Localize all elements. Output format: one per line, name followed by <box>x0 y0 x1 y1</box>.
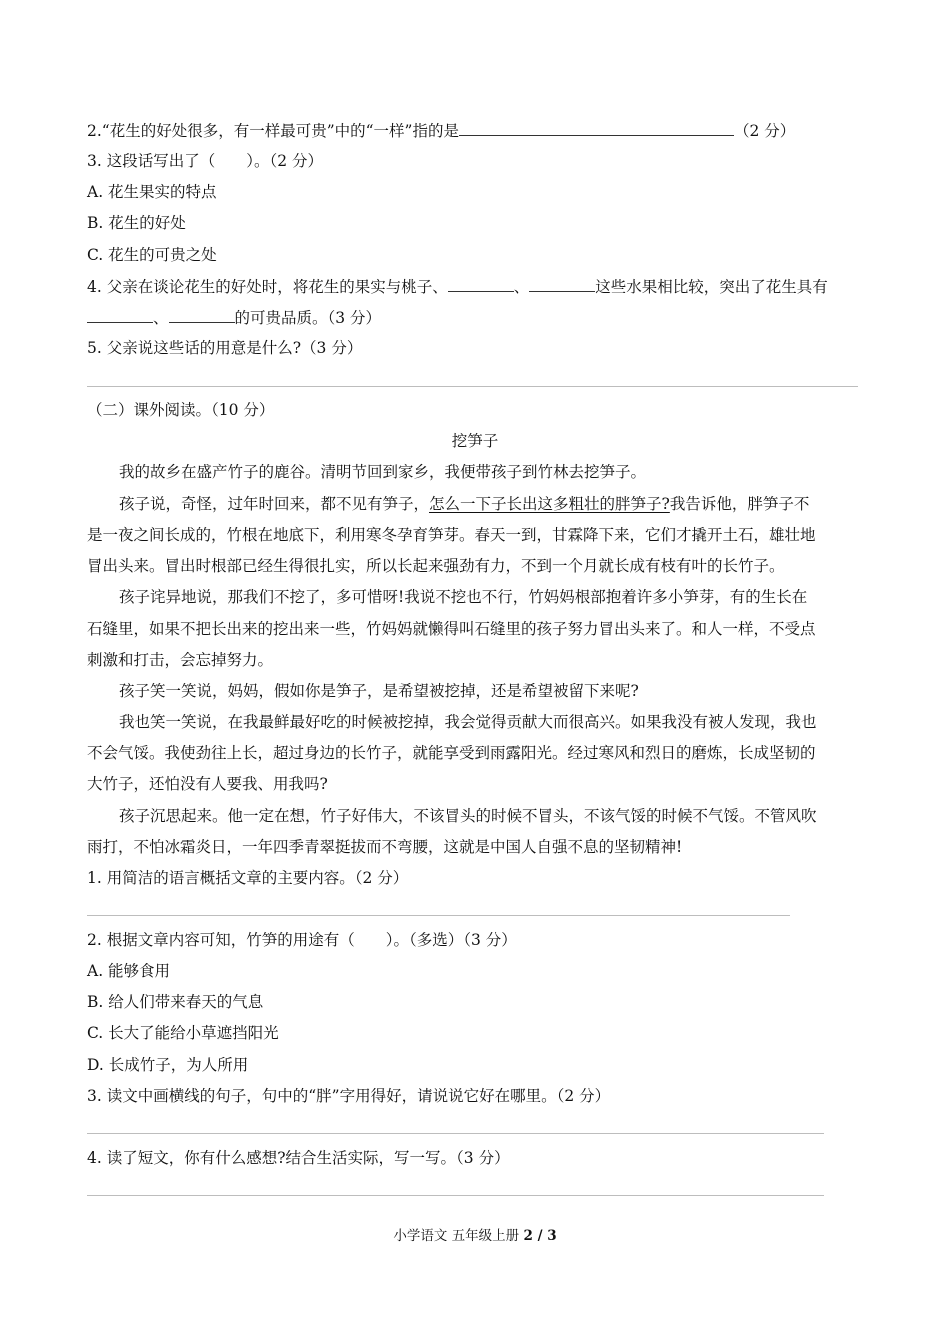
answer-line[interactable] <box>87 1195 824 1196</box>
paragraph-1: 我的故乡在盛产竹子的鹿谷。清明节回到家乡，我便带孩子到竹林去挖笋子。 <box>119 463 647 481</box>
reading-question-4: 4. 读了短文，你有什么感想?结合生活实际，写一写。（3 分） <box>87 1149 510 1167</box>
reading-question-2: 2. 根据文章内容可知，竹笋的用途有（ ）。（多选）（3 分） <box>87 931 517 949</box>
question-3: 3. 这段话写出了（ ）。（2 分） <box>87 152 324 170</box>
page-number: 2 / 3 <box>523 1228 557 1244</box>
option-c[interactable]: C. 长大了能给小草遮挡阳光 <box>87 1024 279 1042</box>
answer-blank[interactable] <box>448 275 514 292</box>
reading-question-3: 3. 读文中画横线的句子，句中的“胖”字用得好，请说说它好在哪里。（2 分） <box>87 1087 611 1105</box>
paragraph-6-line-1: 孩子沉思起来。他一定在想，竹子好伟大，不该冒头的时候不冒头，不该气馁的时候不气馁。不管风吹 <box>119 807 817 825</box>
paragraph-3-line-2: 石缝里，如果不把长出来的挖出来一些，竹妈妈就懒得叫石缝里的孩子努力冒出头来了。和人一样，不受点 <box>87 620 816 638</box>
answer-line[interactable] <box>87 915 790 916</box>
option-a[interactable]: A. 花生果实的特点 <box>87 183 217 201</box>
answer-blank[interactable] <box>459 119 734 136</box>
paragraph-6-line-2: 雨打，不怕冰霜炎日，一年四季青翠挺拔而不弯腰，这就是中国人自强不息的坚韧精神! <box>87 838 683 856</box>
answer-blank[interactable] <box>529 275 595 292</box>
paragraph-3-line-3: 刺激和打击，会忘掉努力。 <box>87 651 274 669</box>
article-title: 挖笋子 <box>451 432 499 450</box>
paragraph-2-line-3: 冒出头来。冒出时根部已经生得很扎实，所以长起来强劲有力，不到一个月就长成有枝有叶的长竹子。 <box>87 557 785 575</box>
paragraph-2-line-1: 孩子说，奇怪，过年时回来，都不见有笋子，怎么一下子长出这多粗壮的胖笋子?我告诉他，胖笋子不 <box>119 495 810 513</box>
reading-question-1: 1. 用简洁的语言概括文章的主要内容。（2 分） <box>87 869 409 887</box>
question-4-line-2: 、 的可贵品质。（3 分） <box>87 306 381 329</box>
option-a[interactable]: A. 能够食用 <box>87 962 171 980</box>
option-d[interactable]: D. 长成竹子，为人所用 <box>87 1056 249 1074</box>
section-heading: （二）课外阅读。（10 分） <box>87 401 275 419</box>
answer-blank[interactable] <box>87 306 153 323</box>
underlined-sentence: 怎么一下子长出这多粗壮的胖笋子? <box>429 495 670 513</box>
paragraph-5-line-3: 大竹子，还怕没有人要我、用我吗? <box>87 775 328 793</box>
option-b[interactable]: B. 给人们带来春天的气息 <box>87 993 264 1011</box>
option-b[interactable]: B. 花生的好处 <box>87 214 186 232</box>
paragraph-2-line-2: 是一夜之间长成的，竹根在地底下，利用寒冬孕育笋芽。春天一到，甘霖降下来，它们才撬开土石，雄壮地 <box>87 526 816 544</box>
answer-blank[interactable] <box>169 306 235 323</box>
question-4-line-1: 4. 父亲在谈论花生的好处时，将花生的果实与桃子、 、 这些水果相比较，突出了花生具有 <box>87 275 828 298</box>
paragraph-5-line-1: 我也笑一笑说，在我最鲜最好吃的时候被挖掉，我会觉得贡献大而很高兴。如果我没有被人发现，我也 <box>119 713 817 731</box>
question-2: 2.“花生的好处很多，有一样最可贵”中的“一样”指的是 （2 分） <box>87 119 795 142</box>
paragraph-5-line-2: 不会气馁。我使劲往上长，超过身边的长竹子，就能享受到雨露阳光。经过寒风和烈日的磨炼，长成坚韧的 <box>87 744 816 762</box>
page-footer: 小学语文 五年级上册 2 / 3 <box>393 1228 557 1244</box>
answer-line[interactable] <box>87 386 858 387</box>
paragraph-4: 孩子笑一笑说，妈妈，假如你是笋子，是希望被挖掉，还是希望被留下来呢? <box>119 682 639 700</box>
paragraph-3-line-1: 孩子诧异地说，那我们不挖了，多可惜呀!我说不挖也不行，竹妈妈根部抱着许多小笋芽，有的生长在 <box>119 588 808 606</box>
answer-line[interactable] <box>87 1133 824 1134</box>
option-c[interactable]: C. 花生的可贵之处 <box>87 246 217 264</box>
question-5: 5. 父亲说这些话的用意是什么?（3 分） <box>87 339 363 357</box>
